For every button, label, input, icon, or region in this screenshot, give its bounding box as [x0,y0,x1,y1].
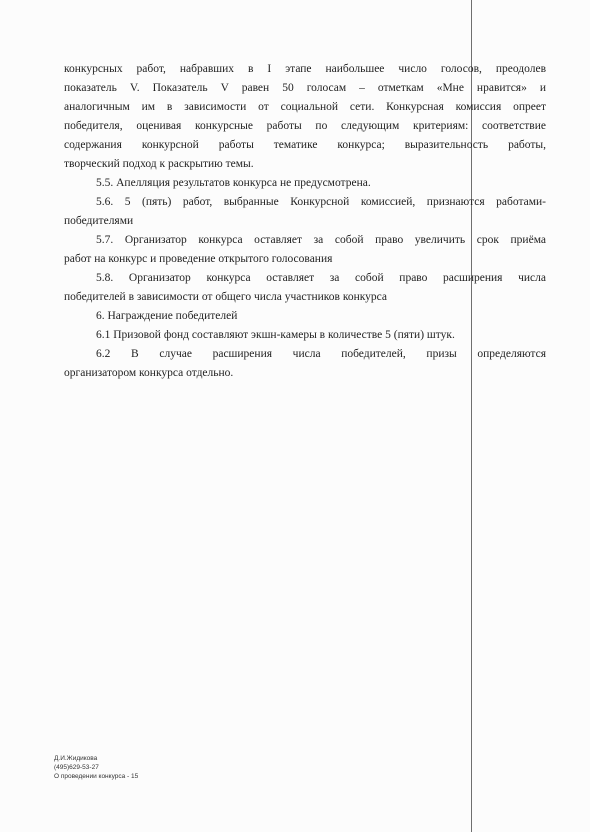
clause-6-1: 6.1 Призовой фонд составляют экшн-камеры в количестве 5 (пяти) штук. [96,329,455,341]
text-line: конкурсных работ, набравших в I этапе наибольшее число голосов, преодолев [64,63,546,75]
clause-5-5: 5.5. Апелляция результатов конкурса не предусмотрена. [96,177,371,189]
text-line: показатель V. Показатель V равен 50 голосам – отметкам «Мне нравится» и [64,82,546,94]
clause-5-8: 5.8. Организатор конкурса оставляет за собой право расширения числа [96,272,546,284]
text-line: организатором конкурса отдельно. [64,367,234,379]
footer-author: Д.И.Жидикова [54,755,98,762]
document-footer [54,754,138,781]
text-line: аналогичным им в зависимости от социальной сети. Конкурсная комиссия опреет [64,101,546,113]
text-line: победителями [64,215,134,227]
text-line: творческий подход к раскрытию темы. [64,158,254,170]
footer-reference: О проведении конкурса - 15 [54,773,139,780]
footer-phone: (495)629-53-27 [54,764,99,771]
text-line: содержания конкурсной работы тематике конкурса; выразительность работы, [64,139,546,151]
text-line: победителя, оценивая конкурсные работы по следующим критериям: соответствие [64,120,546,132]
clause-5-7: 5.7. Организатор конкурса оставляет за собой право увеличить срок приёма [96,234,546,246]
clause-6-2: 6.2 В случае расширения числа победителей, призы определяются [96,348,546,360]
clause-5-6: 5.6. 5 (пять) работ, выбранные Конкурсной комиссией, признаются работами- [96,196,546,208]
section-6-heading: 6. Награждение победителей [96,310,238,322]
text-line: победителей в зависимости от общего числа участников конкурса [64,291,388,303]
text-line: работ на конкурс и проведение открытого голосования [64,253,333,265]
